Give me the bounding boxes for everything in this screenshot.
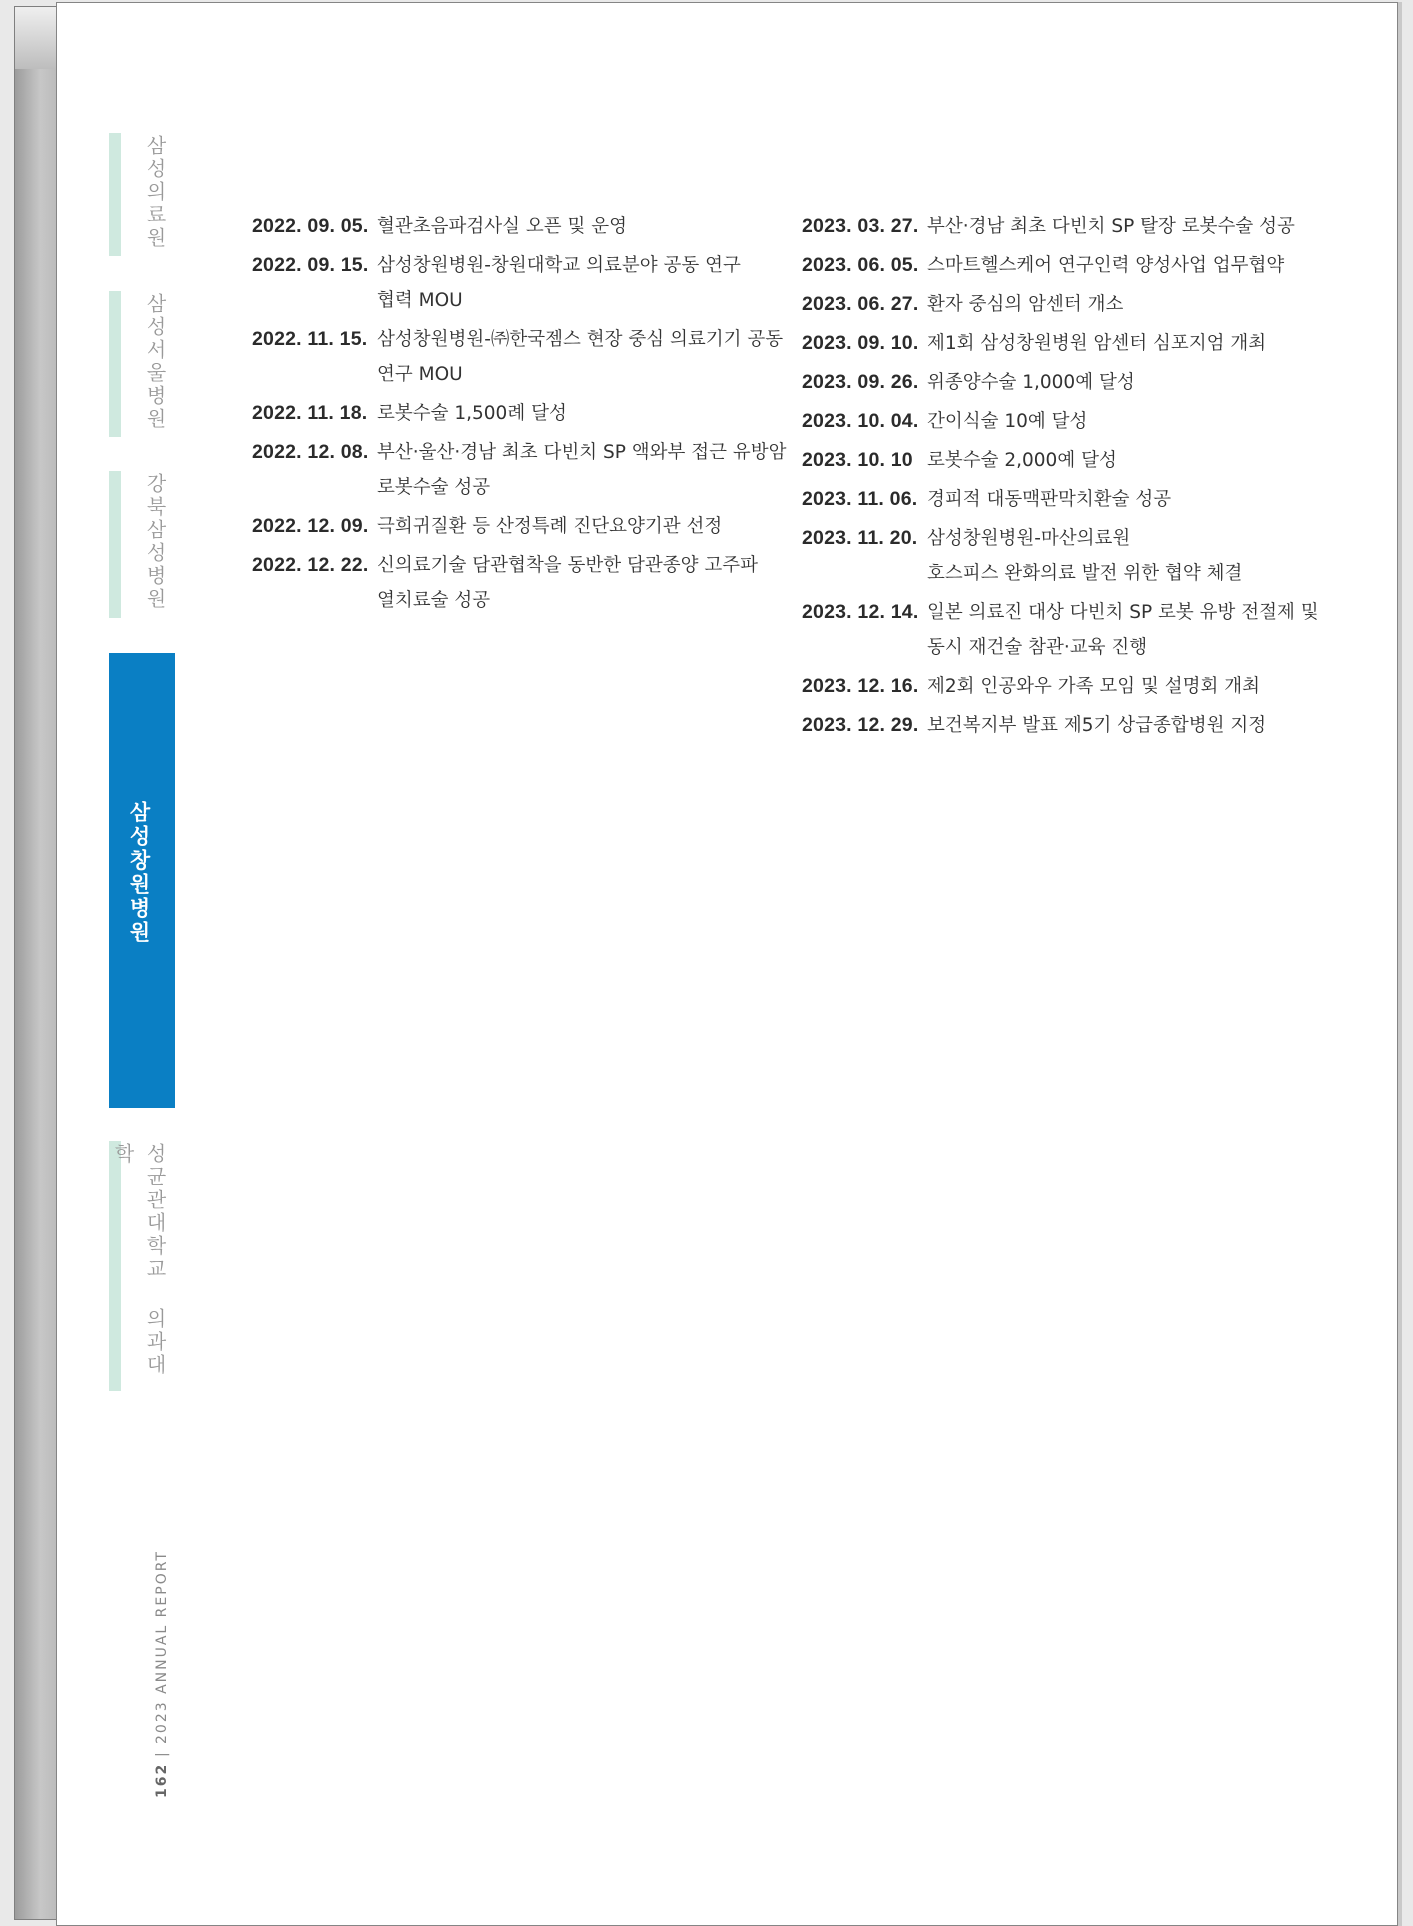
entry-text bbox=[927, 443, 1362, 478]
entry-date: 2023. 12. 16. bbox=[802, 675, 919, 697]
entry-line: 위종양수술 1,000예 달성 bbox=[927, 372, 1135, 393]
entry-line: 혈관초음파검사실 오픈 및 운영 bbox=[377, 216, 627, 237]
timeline-entry bbox=[802, 404, 1362, 439]
entry-text bbox=[927, 209, 1362, 244]
entry-text bbox=[377, 548, 797, 618]
timeline-column-2022 bbox=[252, 209, 797, 622]
entry-text bbox=[377, 209, 797, 244]
entry-line: 삼성창원병원-창원대학교 의료분야 공동 연구 bbox=[377, 255, 741, 276]
tab-kangbuk-samsung-hospital[interactable] bbox=[109, 471, 175, 618]
timeline-entry bbox=[802, 326, 1362, 361]
entry-text bbox=[377, 322, 797, 392]
entry-date: 2022. 12. 08. bbox=[252, 441, 369, 463]
entry-line: 동시 재건술 참관·교육 진행 bbox=[927, 637, 1148, 658]
timeline-entry bbox=[802, 669, 1362, 704]
timeline-column-2023 bbox=[802, 209, 1362, 747]
entry-date: 2023. 06. 27. bbox=[802, 293, 919, 315]
footer-separator: | bbox=[154, 1750, 170, 1757]
timeline-entry bbox=[802, 443, 1362, 478]
entry-text bbox=[927, 521, 1362, 591]
entry-line: 제2회 인공와우 가족 모임 및 설명회 개최 bbox=[927, 676, 1260, 697]
entry-text bbox=[927, 326, 1362, 361]
timeline-entry bbox=[802, 482, 1362, 517]
entry-line: 삼성창원병원-㈜한국젬스 현장 중심 의료기기 공동 bbox=[377, 329, 784, 350]
tab-label: 삼성서울병원 bbox=[143, 293, 167, 431]
tab-bar bbox=[109, 291, 121, 437]
entry-date: 2022. 11. 15. bbox=[252, 328, 368, 350]
entry-line: 로봇수술 2,000예 달성 bbox=[927, 450, 1117, 471]
timeline-entry bbox=[252, 209, 797, 244]
timeline-entry bbox=[252, 322, 797, 392]
entry-date: 2022. 09. 15. bbox=[252, 254, 369, 276]
entry-line: 호스피스 완화의료 발전 위한 협약 체결 bbox=[927, 563, 1243, 584]
entry-date: 2023. 06. 05. bbox=[802, 254, 919, 276]
entry-date: 2023. 12. 29. bbox=[802, 714, 919, 736]
tab-samsung-changwon-hospital[interactable] bbox=[109, 653, 175, 1108]
entry-line: 협력 MOU bbox=[377, 290, 463, 311]
tab-label: 삼성의료원 bbox=[143, 135, 167, 250]
entry-line: 로봇수술 1,500례 달성 bbox=[377, 403, 567, 424]
page-number: 162 bbox=[154, 1762, 170, 1798]
tab-label: 삼성창원병원 bbox=[127, 801, 151, 945]
page-footer bbox=[147, 1548, 177, 1798]
entry-date: 2023. 09. 26. bbox=[802, 371, 919, 393]
entry-text bbox=[927, 595, 1362, 665]
tab-samsung-seoul-hospital[interactable] bbox=[109, 291, 175, 437]
entry-line: 일본 의료진 대상 다빈치 SP 로봇 유방 전절제 및 bbox=[927, 602, 1319, 623]
report-title: 2023 ANNUAL REPORT bbox=[154, 1550, 170, 1745]
timeline-entry bbox=[252, 435, 797, 505]
entry-text bbox=[927, 708, 1362, 743]
timeline-entry bbox=[802, 595, 1362, 665]
entry-line: 간이식술 10예 달성 bbox=[927, 411, 1088, 432]
timeline-entry bbox=[802, 209, 1362, 244]
entry-line: 신의료기술 담관협착을 동반한 담관종양 고주파 bbox=[377, 555, 758, 576]
tab-label: 성균관대학교 의과대학 bbox=[111, 1143, 167, 1377]
entry-text bbox=[377, 396, 797, 431]
entry-line: 로봇수술 성공 bbox=[377, 477, 491, 498]
entry-date: 2022. 12. 22. bbox=[252, 554, 369, 576]
entry-line: 극희귀질환 등 산정특례 진단요양기관 선정 bbox=[377, 516, 723, 537]
tab-samsung-medical-center[interactable] bbox=[109, 133, 175, 256]
entry-line: 환자 중심의 암센터 개소 bbox=[927, 294, 1124, 315]
tab-bar bbox=[109, 1141, 121, 1391]
entry-text bbox=[927, 482, 1362, 517]
entry-line: 경피적 대동맥판막치환술 성공 bbox=[927, 489, 1172, 510]
timeline-entry bbox=[802, 365, 1362, 400]
entry-date: 2023. 09. 10. bbox=[802, 332, 919, 354]
entry-line: 부산·경남 최초 다빈치 SP 탈장 로봇수술 성공 bbox=[927, 216, 1295, 237]
timeline-entry bbox=[802, 287, 1362, 322]
entry-date: 2022. 09. 05. bbox=[252, 215, 369, 237]
entry-date: 2023. 12. 14. bbox=[802, 601, 919, 623]
timeline-entry bbox=[252, 548, 797, 618]
tab-bar bbox=[109, 471, 121, 618]
timeline-entry bbox=[252, 396, 797, 431]
tab-label: 강북삼성병원 bbox=[143, 473, 167, 611]
entry-line: 제1회 삼성창원병원 암센터 심포지엄 개최 bbox=[927, 333, 1267, 354]
entry-text bbox=[377, 435, 797, 505]
tab-skku-school-of-medicine[interactable] bbox=[109, 1141, 175, 1391]
timeline-entry bbox=[252, 248, 797, 318]
timeline-entry bbox=[802, 708, 1362, 743]
entry-date: 2023. 03. 27. bbox=[802, 215, 919, 237]
report-page bbox=[56, 2, 1398, 1926]
entry-text bbox=[377, 248, 797, 318]
timeline-entry bbox=[802, 248, 1362, 283]
tab-bar bbox=[109, 133, 121, 256]
entry-text bbox=[927, 404, 1362, 439]
entry-date: 2022. 11. 18. bbox=[252, 402, 368, 424]
section-side-tabs bbox=[109, 133, 179, 1403]
timeline-entry bbox=[252, 509, 797, 544]
entry-line: 연구 MOU bbox=[377, 364, 463, 385]
entry-line: 부산·울산·경남 최초 다빈치 SP 액와부 접근 유방암 bbox=[377, 442, 787, 463]
entry-text bbox=[927, 669, 1362, 704]
entry-date: 2023. 11. 20. bbox=[802, 527, 918, 549]
entry-text bbox=[927, 365, 1362, 400]
entry-date: 2023. 10. 10 bbox=[802, 449, 913, 471]
entry-line: 스마트헬스케어 연구인력 양성사업 업무협약 bbox=[927, 255, 1285, 276]
timeline-entry bbox=[802, 521, 1362, 591]
entry-line: 보건복지부 발표 제5기 상급종합병원 지정 bbox=[927, 715, 1267, 736]
entry-text bbox=[377, 509, 797, 544]
entry-line: 삼성창원병원-마산의료원 bbox=[927, 528, 1131, 549]
entry-text bbox=[927, 287, 1362, 322]
entry-date: 2022. 12. 09. bbox=[252, 515, 369, 537]
entry-date: 2023. 10. 04. bbox=[802, 410, 919, 432]
entry-line: 열치료술 성공 bbox=[377, 590, 491, 611]
entry-text bbox=[927, 248, 1362, 283]
entry-date: 2023. 11. 06. bbox=[802, 488, 918, 510]
